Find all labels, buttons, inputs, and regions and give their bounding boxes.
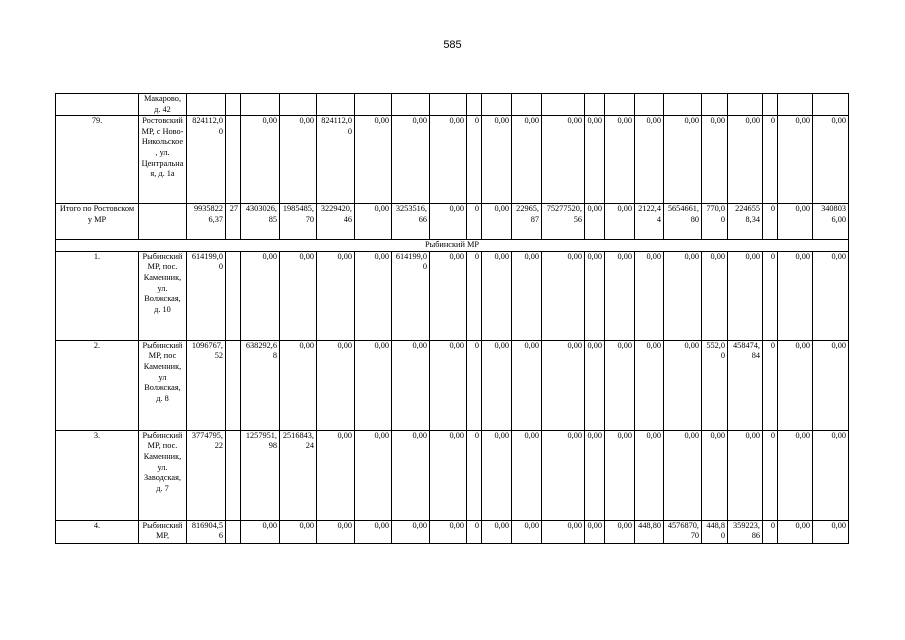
value-cell	[317, 94, 355, 116]
value-cell: 0,00	[317, 430, 355, 520]
address-cell: Рыбинский МР, пос Каменник, ул Волжская, д. 8	[139, 340, 187, 430]
value-cell: 0,00	[813, 251, 849, 340]
value-cell: 27	[226, 204, 241, 240]
value-cell: 0,00	[430, 430, 467, 520]
row-number-cell: 4.	[56, 520, 139, 543]
value-cell: 0,00	[430, 116, 467, 204]
value-cell: 0,00	[542, 520, 585, 543]
value-cell: 0,00	[585, 204, 605, 240]
value-cell: 0,00	[664, 340, 702, 430]
value-cell	[226, 94, 241, 116]
value-cell: 816904,56	[187, 520, 226, 543]
value-cell	[664, 94, 702, 116]
value-cell: 0	[467, 430, 482, 520]
value-cell: 0,00	[280, 116, 317, 204]
value-cell: 0,00	[605, 251, 635, 340]
value-cell: 0,00	[355, 340, 392, 430]
value-cell: 4303026,85	[241, 204, 280, 240]
value-cell: 0,00	[542, 430, 585, 520]
value-cell: 0,00	[430, 340, 467, 430]
value-cell: 5654661,80	[664, 204, 702, 240]
value-cell: 4576870,70	[664, 520, 702, 543]
value-cell: 0	[467, 204, 482, 240]
value-cell: 99358226,37	[187, 204, 226, 240]
value-cell: 0,00	[512, 430, 542, 520]
value-cell	[763, 94, 778, 116]
value-cell: 0,00	[317, 251, 355, 340]
value-cell: 0,00	[585, 520, 605, 543]
value-cell: 770,00	[702, 204, 728, 240]
value-cell: 0,00	[605, 430, 635, 520]
value-cell: 0,00	[813, 116, 849, 204]
value-cell: 1985485,70	[280, 204, 317, 240]
value-cell: 0,00	[664, 116, 702, 204]
value-cell: 0,00	[241, 251, 280, 340]
value-cell	[226, 520, 241, 543]
value-cell: 0,00	[778, 430, 813, 520]
value-cell: 0,00	[728, 251, 763, 340]
value-cell: 0,00	[585, 251, 605, 340]
value-cell: 3253516,66	[392, 204, 430, 240]
table-row	[56, 520, 849, 543]
value-cell: 3229420,46	[317, 204, 355, 240]
value-cell: 3408036,00	[813, 204, 849, 240]
table-row	[56, 94, 849, 116]
value-cell: 824112,00	[317, 116, 355, 204]
value-cell	[605, 94, 635, 116]
value-cell: 0,00	[241, 520, 280, 543]
value-cell: 359223,86	[728, 520, 763, 543]
page-number: 585	[443, 39, 462, 51]
address-cell: Рыбинский МР,	[139, 520, 187, 543]
value-cell: 552,00	[702, 340, 728, 430]
value-cell: 0,00	[280, 340, 317, 430]
value-cell: 0	[763, 520, 778, 543]
value-cell: 0,00	[482, 204, 512, 240]
value-cell: 0,00	[241, 116, 280, 204]
table-row	[56, 204, 849, 240]
value-cell: 0,00	[702, 251, 728, 340]
value-cell: 2246558,34	[728, 204, 763, 240]
value-cell: 0,00	[280, 520, 317, 543]
value-cell: 0,00	[728, 430, 763, 520]
value-cell: 0,00	[355, 430, 392, 520]
value-cell: 448,80	[635, 520, 664, 543]
value-cell: 0,00	[635, 430, 664, 520]
value-cell	[542, 94, 585, 116]
value-cell: 0	[763, 251, 778, 340]
value-cell: 0,00	[702, 430, 728, 520]
value-cell: 75277520,56	[542, 204, 585, 240]
row-number-cell: 2.	[56, 340, 139, 430]
value-cell	[702, 94, 728, 116]
value-cell: 0,00	[512, 520, 542, 543]
row-number-cell: Итого по Ростовскому МР	[56, 204, 139, 240]
address-cell	[139, 204, 187, 240]
table-row	[56, 251, 849, 340]
region-header-row	[56, 240, 849, 252]
value-cell: 0,00	[542, 340, 585, 430]
value-cell: 0	[467, 116, 482, 204]
value-cell	[482, 94, 512, 116]
value-cell: 0,00	[512, 340, 542, 430]
value-cell: 614199,00	[392, 251, 430, 340]
value-cell: 0,00	[482, 520, 512, 543]
value-cell: 0,00	[542, 116, 585, 204]
value-cell	[585, 94, 605, 116]
value-cell: 0,00	[605, 204, 635, 240]
address-cell: Макарово, д. 42	[139, 94, 187, 116]
value-cell: 0,00	[317, 340, 355, 430]
value-cell: 448,80	[702, 520, 728, 543]
value-cell: 0,00	[355, 251, 392, 340]
value-cell	[512, 94, 542, 116]
value-cell: 0,00	[355, 116, 392, 204]
value-cell: 0,00	[585, 116, 605, 204]
value-cell: 1257951,98	[241, 430, 280, 520]
value-cell: 0	[763, 340, 778, 430]
value-cell: 0,00	[778, 204, 813, 240]
address-cell: Рыбинский МР, пос. Каменник, ул. Волжская, д. 10	[139, 251, 187, 340]
value-cell: 0,00	[482, 430, 512, 520]
table-row	[56, 340, 849, 430]
value-cell: 0,00	[355, 204, 392, 240]
value-cell	[635, 94, 664, 116]
value-cell	[813, 94, 849, 116]
value-cell: 0,00	[635, 116, 664, 204]
value-cell: 0,00	[355, 520, 392, 543]
value-cell: 0,00	[585, 340, 605, 430]
value-cell: 0,00	[813, 430, 849, 520]
value-cell: 0,00	[512, 251, 542, 340]
address-cell: Рыбинский МР, пос. Каменник, ул. Заводская, д. 7	[139, 430, 187, 520]
value-cell: 0	[467, 340, 482, 430]
value-cell	[778, 94, 813, 116]
value-cell: 0	[763, 116, 778, 204]
value-cell: 0,00	[280, 251, 317, 340]
region-title: Рыбинский МР	[56, 240, 849, 252]
value-cell: 0,00	[482, 251, 512, 340]
row-number-cell: 1.	[56, 251, 139, 340]
row-number-cell: 3.	[56, 430, 139, 520]
value-cell: 0,00	[778, 340, 813, 430]
row-number-cell: 79.	[56, 116, 139, 204]
value-cell: 2122,44	[635, 204, 664, 240]
value-cell: 638292,68	[241, 340, 280, 430]
value-cell: 0,00	[702, 116, 728, 204]
row-number-cell	[56, 94, 139, 116]
value-cell: 0,00	[430, 251, 467, 340]
value-cell: 0,00	[512, 116, 542, 204]
value-cell: 0,00	[635, 251, 664, 340]
value-cell: 0,00	[482, 340, 512, 430]
value-cell: 0,00	[392, 520, 430, 543]
address-cell: Ростовский МР, с Ново-Никольское, ул. Центральная, д. 1а	[139, 116, 187, 204]
value-cell	[728, 94, 763, 116]
value-cell: 0,00	[813, 340, 849, 430]
value-cell: 0,00	[392, 430, 430, 520]
value-cell: 0,00	[635, 340, 664, 430]
value-cell	[355, 94, 392, 116]
value-cell: 22965,87	[512, 204, 542, 240]
value-cell	[467, 94, 482, 116]
value-cell: 614199,00	[187, 251, 226, 340]
value-cell: 0,00	[392, 116, 430, 204]
value-cell: 0,00	[430, 520, 467, 543]
value-cell: 2516843,24	[280, 430, 317, 520]
value-cell: 0,00	[317, 520, 355, 543]
value-cell: 0,00	[482, 116, 512, 204]
value-cell: 458474,84	[728, 340, 763, 430]
value-cell: 0,00	[664, 430, 702, 520]
value-cell: 0	[467, 520, 482, 543]
value-cell	[392, 94, 430, 116]
value-cell: 0	[467, 251, 482, 340]
value-cell	[226, 430, 241, 520]
value-cell: 0,00	[778, 116, 813, 204]
table-row	[56, 430, 849, 520]
value-cell	[226, 340, 241, 430]
value-cell: 0,00	[542, 251, 585, 340]
value-cell	[226, 251, 241, 340]
value-cell	[241, 94, 280, 116]
value-cell: 0,00	[605, 340, 635, 430]
value-cell	[280, 94, 317, 116]
value-cell: 0,00	[585, 430, 605, 520]
value-cell: 3774795,22	[187, 430, 226, 520]
value-cell	[430, 94, 467, 116]
value-cell: 0,00	[778, 520, 813, 543]
value-cell: 0	[763, 430, 778, 520]
value-cell: 1096767,52	[187, 340, 226, 430]
value-cell: 0,00	[813, 520, 849, 543]
table-row	[56, 116, 849, 204]
value-cell: 0,00	[605, 116, 635, 204]
value-cell: 0,00	[430, 204, 467, 240]
value-cell: 824112,00	[187, 116, 226, 204]
value-cell: 0,00	[392, 340, 430, 430]
value-cell: 0,00	[778, 251, 813, 340]
value-cell: 0,00	[728, 116, 763, 204]
value-cell	[226, 116, 241, 204]
value-cell: 0,00	[605, 520, 635, 543]
value-cell: 0	[763, 204, 778, 240]
value-cell	[187, 94, 226, 116]
data-table	[55, 93, 849, 544]
value-cell: 0,00	[664, 251, 702, 340]
